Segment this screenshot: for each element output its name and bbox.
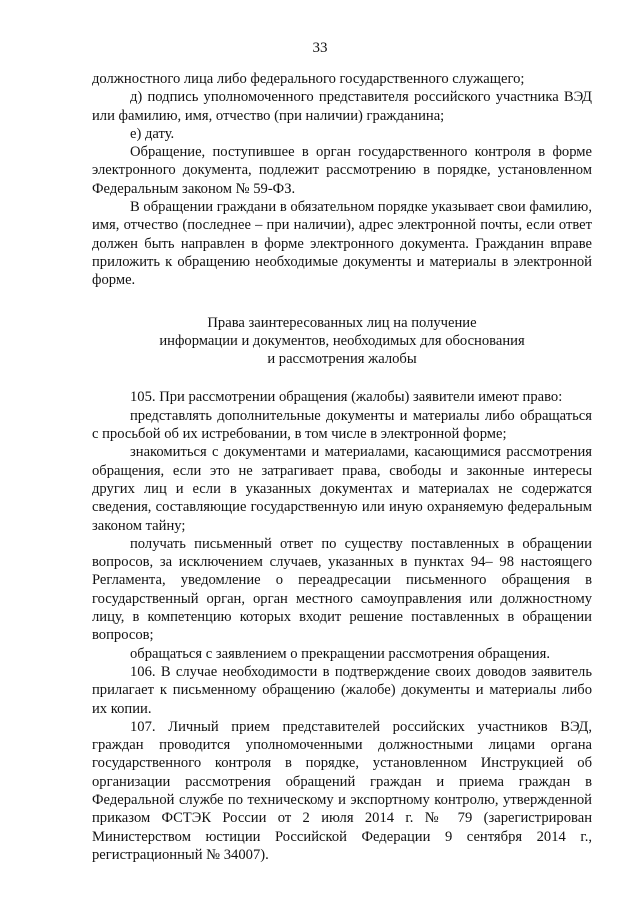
paragraph-105-present-documents: представлять дополнительные документы и материалы либо обращаться с просьбой об их истребовании, в том числе в электронной форме; [92,407,592,443]
page-number: 33 [312,40,328,56]
paragraph-citizen-appeal: В обращении граждани в обязательном порядке указывает свои фамилию, имя, отчество (последнее – при наличии), адрес электронной почты, если ответ должен быть направлен в форме электронного документа. Гражданин вправе приложить к обращению необходимые документы и материалы в электронной форме. [92,199,592,289]
section-heading [92,314,592,369]
paragraph-105-review-documents: знакомиться с документами и материалами, касающимися рассмотрения обращения, если это не затрагивает права, свободы и законные интересы других лиц и если в указанных документах и материалах не содержатся сведения, составляющие государственную или иную охраняемую федеральным законом тайну; [92,444,592,534]
paragraph-105: 105. При рассмотрении обращения (жалобы) заявители имеют право: [130,389,563,406]
paragraph-105-written-answer: получать письменный ответ по существу поставленных в обращении вопросов, за исключением случаев, указанных в пунктах 94– 98 настоящего Регламента, уведомление о переадресации письменного обращения в государственный орган, орган местного самоуправления или должностному лицу, в компетенцию которых входит решение поставленных в обращении вопросов; [92,535,592,644]
section-heading-line-1: Права заинтересованных лиц на получение [207,314,477,331]
paragraph-electronic-appeal: Обращение, поступившее в орган государственного контроля в форме электронного документа, подлежит рассмотрению в порядке, установленном Федеральным законом № 59-ФЗ. [92,144,592,197]
paragraph-continuation: должностного лица либо федерального государственного служащего; [92,71,525,87]
section-heading-line-3: и рассмотрения жалобы [267,351,417,368]
document-body [92,70,592,864]
paragraph-105-termination: обращаться с заявлением о прекращении рассмотрения обращения. [130,645,550,662]
paragraph-item-e: е) дату. [130,125,175,142]
paragraph-107: 107. Личный прием представителей российских участников ВЭД, граждан проводится уполномоченными должностными лицами органа государственного контроля в порядке, установленном Инструкцией об организации рассмотрения обращений граждан и приема граждан в Федеральной службе по техническому и экспортному контролю, утвержденной приказом ФСТЭК России от 2 июля 2014 г. № 79 (зарегистрирован Министерством юстиции Российской Федерации 9 сентября 2014 г., регистрационный № 34007). [92,718,592,863]
paragraph-106: 106. В случае необходимости в подтверждение своих доводов заявитель прилагает к письменному обращению (жалобе) документы и материалы либо их копии. [92,663,592,717]
section-heading-line-2: информации и документов, необходимых для обоснования [159,332,525,349]
paragraph-item-d: д) подпись уполномоченного представителя российского участника ВЭД или фамилию, имя, отчество (при наличии) гражданина; [92,89,592,124]
